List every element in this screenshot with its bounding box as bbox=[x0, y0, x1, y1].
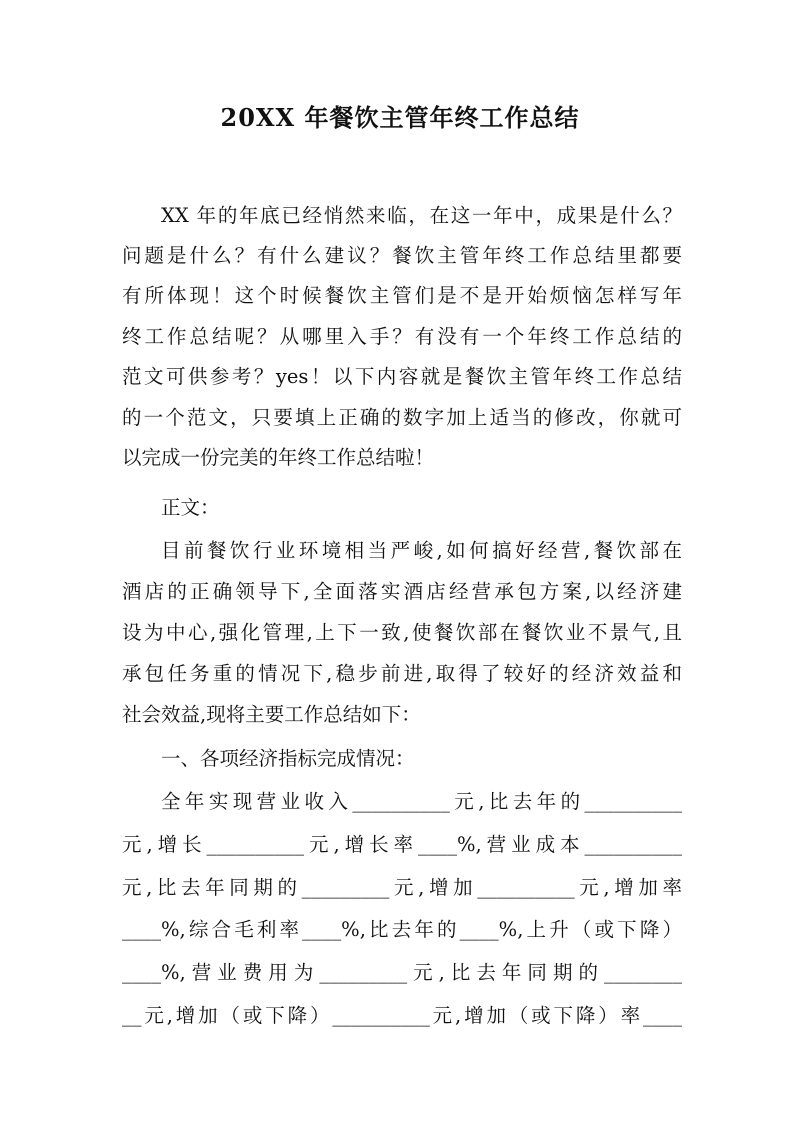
paragraph-line: 问题是什么？有什么建议？餐饮主管年终工作总结里都要 bbox=[122, 244, 682, 267]
section-label-main-text: 正文： bbox=[161, 496, 220, 519]
fill-in-line: ____%,营业费用为_________元,比去年同期的________ bbox=[122, 961, 682, 984]
document-title: 20XX 年餐饮主管年终工作总结 bbox=[220, 103, 580, 132]
paragraph-line: 有所体现！这个时候餐饮主管们是不是开始烦恼怎样写年 bbox=[122, 284, 682, 307]
fill-in-line: 元,比去年同期的_________元,增加__________元,增加率 bbox=[122, 876, 682, 899]
paragraph-line: XX 年的年底已经悄然来临，在这一年中，成果是什么？ bbox=[161, 204, 682, 227]
fill-in-line: 全年实现营业收入__________元,比去年的__________ bbox=[161, 790, 682, 813]
paragraph-line: 承包任务重的情况下,稳步前进,取得了较好的经济效益和 bbox=[122, 662, 682, 685]
section-heading-economic-indicators: 一、各项经济指标完成情况： bbox=[161, 747, 415, 770]
paragraph-line: 终工作总结呢？从哪里入手？有没有一个年终工作总结的 bbox=[122, 325, 682, 348]
fill-in-line: 元,增长__________元,增长率____%,营业成本__________ bbox=[122, 833, 682, 856]
paragraph-line: 目前餐饮行业环境相当严峻,如何搞好经营,餐饮部在 bbox=[161, 539, 682, 562]
fill-in-line: ____%,综合毛利率____%,比去年的____%,上升（或下降） bbox=[122, 918, 682, 941]
fill-in-line: __元,增加（或下降）__________元,增加（或下降）率____ bbox=[122, 1004, 682, 1027]
paragraph-line: 的一个范文，只要填上正确的数字加上适当的修改，你就可 bbox=[122, 406, 682, 429]
paragraph-line: 以完成一份完美的年终工作总结啦！ bbox=[122, 446, 435, 469]
paragraph-line: 范文可供参考？yes！以下内容就是餐饮主管年终工作总结 bbox=[122, 365, 682, 388]
paragraph-line: 酒店的正确领导下,全面落实酒店经营承包方案,以经济建 bbox=[122, 580, 682, 603]
paragraph-line: 社会效益,现将主要工作总结如下： bbox=[122, 703, 421, 726]
paragraph-line: 设为中心,强化管理,上下一致,使餐饮部在餐饮业不景气,且 bbox=[122, 621, 682, 644]
